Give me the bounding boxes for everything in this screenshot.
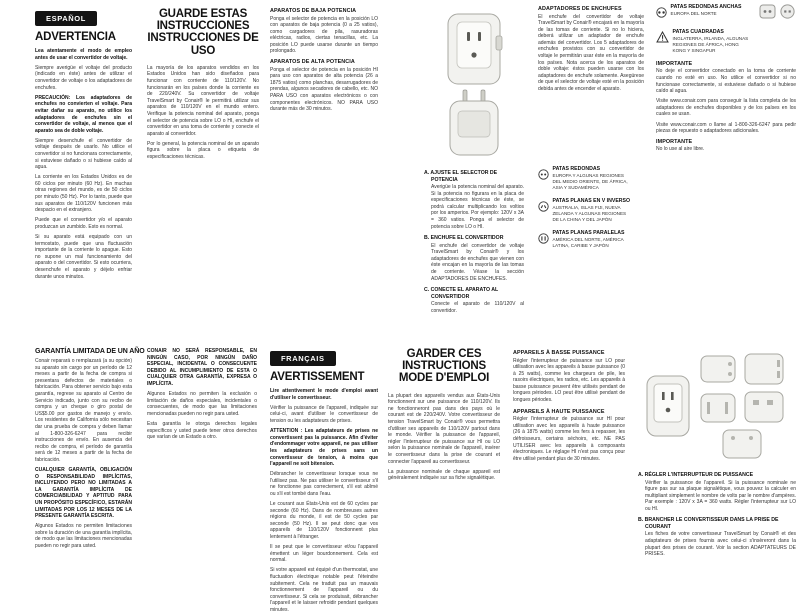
usage-paragraph: La plupart des appareils vendus aux États-Unis fonctionnent sur une puissance de 110/120V. Ils ne fonctionneront pas dans des pays où le courant est de 220/240V. Votre convertisseur de tension TravelSmart by Conair® vous permettra d'utiliser ses appareils de 110/120V partout dans le monde. Vérifier la puissance de l'appareil, régler l'interrupteur de puissance sur HI ou LO selon la puissance nominale de l'appareil, insérer le convertisseur dans la prise de courant et connecter l'appareil au convertisseur. — [388, 392, 500, 465]
step-c-es — [424, 287, 524, 314]
inverted-v-pins-icon — [538, 199, 549, 217]
plug-type-regions: EUROPA Y ALGUNAS REGIONES DEL MEDIO ORIENTE, DE ÁFRICA, ASIA Y SUDAMÉRICA — [552, 173, 628, 191]
usage-paragraph: La mayoría de los aparatos vendidos en los Estados Unidos han sido diseñados para funcionar con corriente de 110/120V. No funcionarán en los países donde la corriente es de 220/240V. Su convertidor de voltaje TravelSmart by Conair® le permitirá utilizar sus aparatos de 110/120V en el mundo entero. Verifique la potencia nominal del aparato, ponga el selector de potencia sobre LO o HI, enchufe el convertidor en una toma de corriente y conecte el aparato al convertidor. — [147, 64, 259, 137]
panel-device-steps-fr — [638, 350, 796, 563]
usage-title-es: INSTRUCCIONES DE USO — [147, 32, 259, 57]
step-b-body-es: El enchufe del convertidor de voltaje TravelSmart by Conair® y los adaptadores de enchufes que vienen con éste encajan en la mayoría de las tomas de corriente. Véase la sección ADAPTADORES DE ENCHUFES. — [431, 242, 524, 282]
low-power-heading-fr: APPAREILS À BASSE PUISSANCE — [513, 350, 605, 356]
important-heading: IMPORTANTE — [656, 60, 693, 67]
panel-liability-es — [147, 348, 257, 444]
important-paragraph: No deje el convertidor conectado en la toma de corriente cuando no esté en uso. No utilice el convertidor si no funcionase correctamente, si estuviese dañado o si hubiese caído al agua. — [656, 68, 796, 95]
warning-paragraph: Vérifier la puissance de l'appareil, indiquée sur celui-ci, avant d'utiliser le convertisseur de tension ou les adaptateurs de prises. — [270, 404, 378, 425]
website-note: Visite www.conair.com para conseguir la lista completa de los adaptadores de enchufes disponibles y de los países en los cuales se usan. — [656, 98, 796, 118]
panel-device-steps-es — [424, 10, 524, 319]
plug-type-name: PATAS PLANAS PARALELAS — [552, 229, 625, 236]
wide-round-pins-row — [656, 4, 796, 23]
warning-paragraph: Si su aparato está equipado con un termostato, puede que una fluctuación importante de la corriente lo apague. Esto no supone un mal funcionamiento del aparato o del convertidor. Si esto ocurriera, desenchufe el aparato y déjelo enfriar durante unos minutos. — [35, 234, 132, 280]
warning-paragraph: Siempre averigüe el voltaje del producto (indicado en éste) antes de utilizar el convertidor de voltaje o los adaptadores de enchufes. — [35, 64, 132, 91]
warning-caution-fr: ATTENTION : Les adaptateurs de prises ne convertissent pas la puissance. Afin d'éviter d'endommager votre appareil, ne pas utiliser les adaptateurs de prises sans un convertisseur de tension, à moins que l'appareil ne soit bitension. — [270, 428, 378, 468]
converter-and-adapters-image — [638, 350, 796, 467]
voltage-converter-illustration — [432, 10, 516, 160]
adapters-heading-es: ADAPTADORES DE ENCHUFES — [538, 6, 622, 12]
panel-low-high-power-fr — [513, 350, 625, 466]
plug-type-round-pins — [538, 166, 644, 191]
warning-paragraph: Il se peut que le convertisseur et/ou l'appareil émettent un léger bourdonnement. Cela est normal. — [270, 544, 378, 564]
plug-type-regions: INGLATERRA, IRLANDA, ALGUNAS REGIONES DE ÁFRICA, HONG KONG Y SINGAPUR — [672, 36, 749, 53]
warning-lead-es: Lea atentamente el modo de empleo antes de usar el convertidor de voltaje. — [35, 48, 132, 61]
panel-plug-adapters-es — [538, 6, 644, 256]
warning-paragraph: La corriente en los Estados Unidos es de 60 ciclos por minuto (60 Hz). En muchas otras regiones del mundo, es de 50 ciclos por minuto (50 Hz). Por lo tanto, puede que sus aparatos de 110/120V funcionen más despacio en el extranjero. — [35, 174, 132, 214]
adapters-spacer — [538, 96, 644, 166]
high-power-heading-fr: APPAREILS À HAUTE PUISSANCE — [513, 408, 605, 415]
warranty-title-es: GARANTÍA LIMITADA DE UN AÑO — [35, 348, 145, 355]
low-power-heading-es: APARATOS DE BAJA POTENCIA — [270, 8, 357, 14]
spanish-warning-title: ADVERTENCIA — [35, 31, 116, 43]
square-plug-face-icon — [759, 4, 776, 19]
plug-type-square-pins — [656, 29, 796, 54]
plug-type-regions: EUROPA DEL NORTE — [670, 11, 717, 16]
liability-paragraph: Esta garantía le otorga derechos legales específicos y usted puede tener otros derechos que varían de un Estado a otro. — [147, 420, 257, 441]
plug-type-name: PATAS CUADRADAS — [672, 29, 724, 35]
wide-round-pins-icon — [656, 5, 667, 23]
round-pins-icon — [538, 167, 549, 185]
step-a-label-es: A. AJUSTE EL SELECTOR DE POTENCIA — [424, 170, 498, 183]
warranty-paragraph: Conair reparará o remplazará (a su opción) su aparato sin cargo por un período de 12 meses a partir de la fecha de compra si presentara defectos de materiales o fabricación. Para obtener servicio bajo esta garantía, regrese su aparato al Centro de Servicio indicado, junto con su recibo de compra y un cheque o giro postal de US$5.00 por gastos de manejo y envío. Los residentes de California sólo necesitan dar una prueba de compra y deben llamar al 1-800-326-6247 para recibir instrucciones de envío. En ausencia del recibo de compra, el período de garantía será de 12 meses a partir de la fecha de fabricación. — [35, 358, 132, 463]
step-c-body-es: Conecte el aparato de 110/120V al convertidor. — [431, 301, 524, 314]
plug-type-name: PATAS REDONDAS ANCHAS — [670, 4, 742, 10]
warranty-paragraph: Algunos Estados no permiten limitaciones sobre la duración de una garantía implícita, de modo que las limitaciones mencionadas pueden no regir para usted. — [35, 523, 132, 550]
plug-type-parallel-pins — [538, 230, 644, 249]
panel-low-high-power-es — [270, 8, 378, 116]
liability-paragraph: Algunos Estados no permiten la exclusión o limitación de daños especiales, incidentales o consecuentes, de modo que las limitaciones mencionadas pueden no regir para usted. — [147, 391, 257, 417]
voltage-converter-image — [424, 10, 524, 165]
parallel-pins-icon — [538, 231, 549, 249]
warning-paragraph: Puede que el convertidor y/o el aparato produzcan un zumbido. Esto es normal. — [35, 217, 132, 230]
panel-warranty-es — [35, 348, 145, 553]
step-b-body-fr: Les fiches de votre convertisseur TravelSmart by Conair® et des adaptateurs de prises fournis avec celui-ci s'insèreront dans la plupart des prises de courant. Voir la section ADAPTATEURS DE PRISES. — [645, 531, 796, 558]
warning-paragraph: Si votre appareil est équipé d'un thermostat, une fluctuation électrique notable peut l'éteindre subitement. Cela ne traduit pas un mauvais fonctionnement de l'appareil ou du convertisseur. Si cela se produisait, débrancher l'appareil et le laisser refroidir pendant quelques minutes. — [270, 567, 378, 611]
plug-type-name: PATAS REDONDAS — [552, 166, 601, 173]
panel-right-notes-es — [656, 4, 796, 156]
plug-type-wide-round-pins — [656, 4, 742, 23]
outdoor-use-note: No lo use al aire libre. — [656, 146, 705, 153]
step-a-body-es: Averigüe la potencia nominal del aparato. Si la potencia no figurara en la placa de especificaciones técnicas de éste, se podrá calcular multiplicando los voltios por los amperios. Por ejemplo: 120V x 3A = 360 vatios. Ponga el selector de potencia sobre LO o HI. — [431, 184, 524, 230]
french-warning-title: AVERTISSEMENT — [270, 371, 365, 383]
warning-paragraph: Débrancher le convertisseur lorsque vous ne l'utilisez pas. Ne pas utiliser le convertisseur s'il ne fonctionne pas correctement, s'il est abîmé ou s'il est tombé dans l'eau. — [270, 471, 378, 497]
high-power-heading-es: APARATOS DE ALTA POTENCIA — [270, 59, 355, 66]
panel-save-instructions-fr — [388, 348, 500, 485]
plug-type-name: PATAS PLANAS EN V INVERSO — [552, 198, 631, 205]
usage-title-fr: MODE D'EMPLOI — [398, 372, 490, 385]
usage-paragraph: Por lo general, la potencia nominal de un aparato figura sobre la placa o etiqueta de especificaciones técnicas. — [147, 140, 259, 160]
step-b-label-fr: B. BRANCHER LE CONVERTISSEUR DANS LA PRISE DE COURANT — [638, 517, 779, 530]
warning-paragraph: Le courant aux États-Unis est de 60 cycles par seconde (60 Hz). Dans de nombreuses autres régions du monde, il est de 50 cycles par seconde (50 Hz). Il se peut donc que vos appareils de 110/120V fonctionnent plus lentement à l'étranger. — [270, 501, 378, 541]
step-a-fr — [638, 472, 796, 512]
save-title-es: GUARDE ESTAS INSTRUCCIONES — [156, 8, 250, 33]
warranty-disclaimer-bold: CUALQUIER GARANTÍA, OBLIGACIÓN O RESPONSABILIDAD IMPLÍCITAS, INCLUYENDO PERO NO LIMITADAS A LA GARANTÍA IMPLÍCITA DE COMERCIABILIDAD Y APTITUD PARA UN PROPÓSITO ESPECÍFICO, ESTARÁN LIMITADAS POR LOS 12 MESES DE LA PRESENTE GARANTÍA ESCRITA. — [35, 467, 132, 520]
step-b-label-es: B. ENCHUFE EL CONVERTIDOR — [424, 235, 504, 242]
panel-spanish-warning — [35, 8, 132, 284]
important-heading-2: IMPORTANTE — [656, 138, 693, 145]
language-badge-spanish: ESPAÑOL — [35, 11, 97, 26]
warning-triangle-icon — [656, 30, 669, 48]
warning-paragraph: Siempre desenchufe el convertidor de voltaje después de usarlo. No utilice el convertidor si no funcionara correctamente, si estuviese dañado o si hubiese caído al agua. — [35, 137, 132, 171]
save-title-fr: GARDER CES INSTRUCTIONS — [402, 348, 486, 373]
step-a-es — [424, 170, 524, 230]
warning-lead-fr: Lire attentivement le mode d'emploi avant d'utiliser le convertisseur. — [270, 388, 378, 401]
language-badge-french: FRANÇAIS — [270, 351, 336, 366]
step-a-body-fr: Vérifier la puissance de l'appareil. Si la puissance nominale ne figure pas sur sa plaque signalétique, vous pouvez la calculer en multipliant simplement le nombre de volts par le nombre d'ampères. Par exemple : 120V x 3A = 360 watts. Régler l'interrupteur sur LO ou HI. — [645, 479, 796, 512]
round-plug-face-icon — [779, 4, 796, 19]
usage-paragraph: La puissance nominale de chaque appareil est généralement indiquée sur sa fiche signalétique. — [388, 468, 500, 482]
corner-plug-icons — [759, 4, 796, 19]
plug-type-regions: AMÉRICA DEL NORTE, AMÉRICA LATINA, CARIBE Y JAPÓN — [552, 236, 624, 248]
plug-type-regions: AUSTRALIA, ISLAS FIJI, NUEVA ZELANDA Y ALGUNAS REGIONES DE LA CHINA Y DEL JAPÓN — [552, 205, 627, 222]
adapters-paragraph: El enchufe del convertidor de voltaje TravelSmart by Conair® encajará en la mayoría de las tomas de corriente. Si no lo hiciera, deberá utilizar un adaptador de enchufe además del convertidor. Los 5 adaptadores de enchufes provistos con su convertidor de voltaje le permitirán usar éste en la mayoría de los países. Nota acerca de los aparatos de doble voltaje: éstos pueden usarse con los adaptadores de enchufe solamente. Asegúrese de que el selector de voltaje esté en la posición debida antes de encender el aparato. — [538, 13, 644, 93]
liability-bold: CONAIR NO SERÁ RESPONSABLE, EN NINGÚN CASO, POR NINGÚN DAÑO ESPECIAL, INCIDENTAL O CONSECUENTE DEBIDO AL INCUMPLIMIENTO DE ESTA O CUALQUIER OTRA GARANTÍA, EXPRESA O IMPLÍCITA. — [147, 348, 257, 387]
website-phone-note: Visite www.conair.com o llame al 1-800-326-6247 para pedir piezas de repuesto o adaptadores adicionales. — [656, 121, 796, 135]
converter-adapters-illustration — [641, 350, 793, 462]
panel-french-warning — [270, 348, 378, 611]
plug-type-inverted-v-pins — [538, 198, 644, 223]
low-power-paragraph: Ponga el selector de potencia en la posición LO con aparatos de baja potencia (0 a 25 vatios), como cargadores de pila, rasuradoras eléctricas, radios, ciertas tenacillas, etc. La posición LO puede usarse durante un tiempo prolongado. — [270, 15, 378, 55]
low-power-paragraph: Régler l'interrupteur de puissance sur LO pour utilisation avec les appareils à basse puissance (0 à 25 watts), comme les chargeurs de pile, les rasoirs électriques, les radios, etc. Les appareils à basse puissance peuvent être utilisés pendant de longues périodes. LO peut être utilisé pendant de longues périodes. — [513, 357, 625, 404]
step-a-label-fr: A. RÉGLER L'INTERRUPTEUR DE PUISSANCE — [638, 472, 754, 478]
step-b-es — [424, 235, 524, 282]
high-power-paragraph: Ponga el selector de potencia en la posición HI para uso con aparatos de alta potencia (26 a 1875 vatios) como planchas, desarrugadores de prendas, algunos secadores de cabello, etc. NO PARA USO con aparatos electrónicos o con componentes electrónicos. NO PARA USO durante más de 30 minutos. — [270, 66, 378, 113]
step-c-label-es: C. CONECTE EL APARATO AL CONVERTIDOR — [424, 287, 499, 300]
step-b-fr — [638, 517, 796, 557]
high-power-paragraph: Régler l'interrupteur de puissance sur HI pour utilisation avec les appareils à haute puissance (26 à 1875 watts) comme les fers à repasser, les défroisseurs, certains séchoirs, etc. NE PAS UTILISER avec les appareils à composants électroniques. Le réglage HI n'est pas conçu pour être utilisé pendant plus de 30 minutes. — [513, 416, 625, 462]
warning-caution-es: PRECAUCIÓN: Los adaptadores de enchufes no convierten el voltaje. Para evitar dañar su aparato, no utilice los adaptadores de enchufes sin el convertidor de voltaje, al menos que el aparato sea de doble voltaje. — [35, 94, 132, 134]
panel-save-instructions-es — [147, 8, 259, 164]
